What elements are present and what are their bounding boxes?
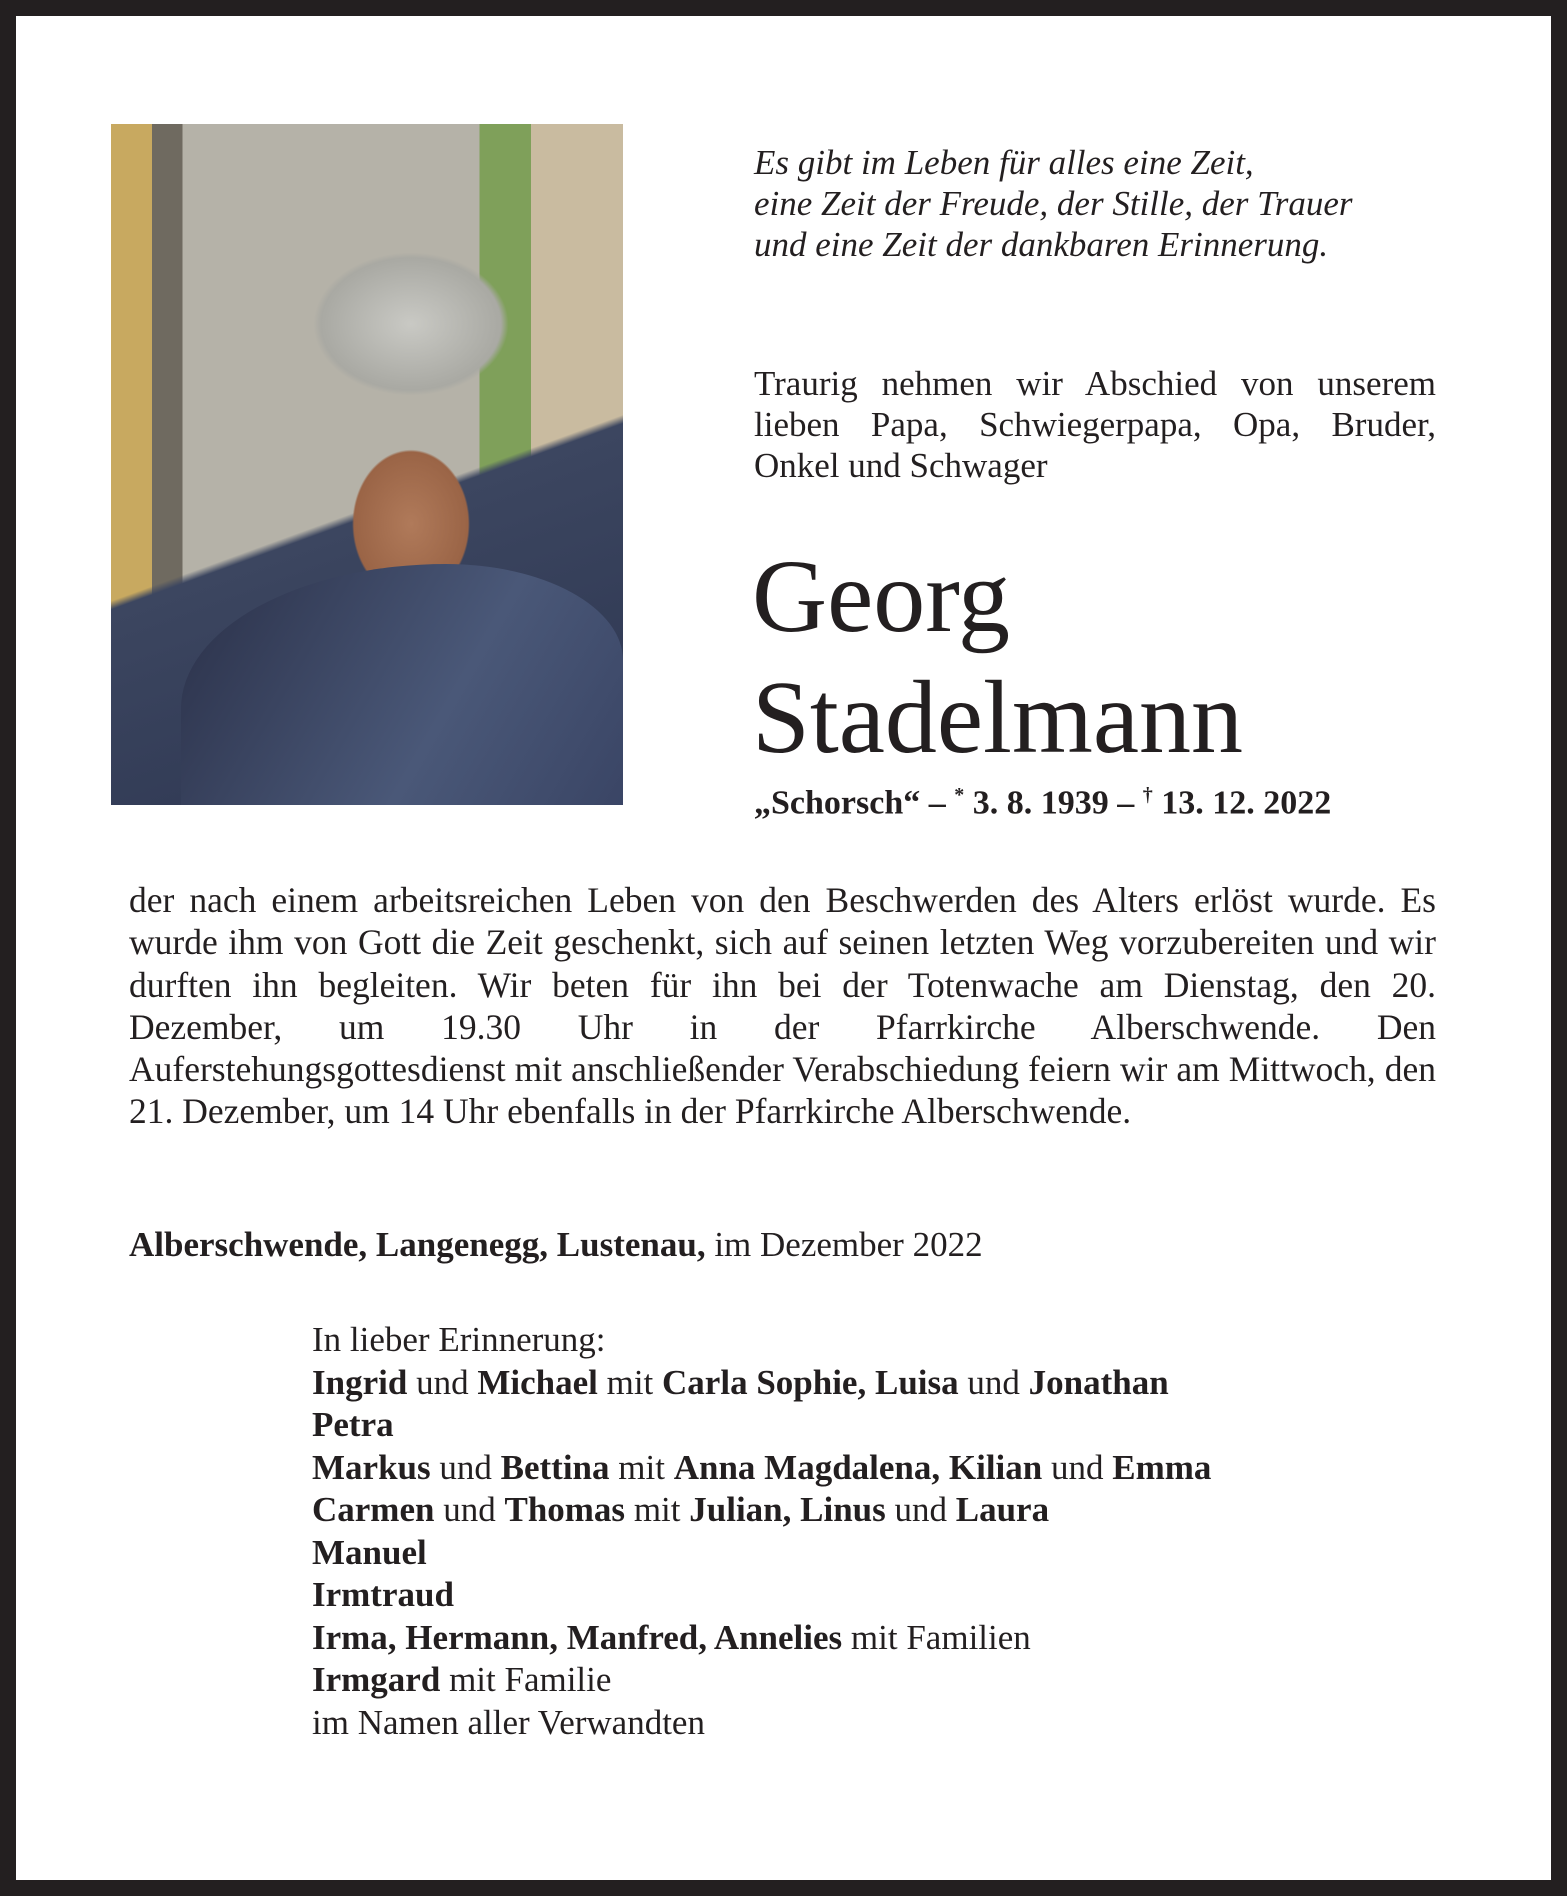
mourner-line <box>312 1574 1211 1617</box>
connector-text: mit <box>609 1447 674 1487</box>
quote-line: und eine Zeit der dankbaren Erinnerung. <box>754 225 1329 264</box>
funeral-details: der nach einem arbeitsreichen Leben von den Beschwerden des Alters erlöst wurde. Es wurde ihm von Gott die Zeit geschenkt, sich auf seinen letzten Weg vorzubereiten und wir durften ihn begleiten. Wir beten für ihn bei der Totenwache am Dienstag, den 20. Dezember, um 19.30 Uhr in der Pfarrkirche Alberschwende. Den Auferstehungsgottesdienst mit anschließender Verabschiedung feiern wir am Mittwoch, den 21. Dezember, um 14 Uhr ebenfalls in der Pfarrkirche Alberschwende. <box>129 880 1436 1132</box>
connector-text: und <box>885 1490 956 1529</box>
mourner-line <box>312 1659 1211 1702</box>
connector-text: und <box>1042 1447 1113 1487</box>
mourner-name: Irmtraud <box>312 1575 454 1614</box>
mourner-name: Petra <box>312 1405 394 1444</box>
connector-text: und <box>430 1447 501 1487</box>
places: Alberschwende, Langenegg, Lustenau, <box>129 1225 706 1264</box>
mourner-name: Ingrid <box>312 1362 408 1402</box>
intro-text: Traurig nehmen wir Abschied von unserem lieben Papa, Schwiegerpapa, Opa, Bruder, Onkel und Schwager <box>754 364 1436 485</box>
mourner-name: Jonathan <box>1028 1362 1169 1402</box>
quote-line: Es gibt im Leben für alles eine Zeit, <box>754 143 1254 182</box>
birth-symbol: * <box>954 784 965 806</box>
birth-date: 3. 8. 1939 <box>964 784 1109 822</box>
photo-shirt <box>181 564 623 805</box>
mourner-name: Markus <box>312 1447 431 1487</box>
mourner-name: Julian, Linus <box>689 1490 886 1529</box>
mourner-name: Manuel <box>312 1532 427 1572</box>
quote <box>754 142 1352 265</box>
connector-text: und <box>434 1490 505 1529</box>
mourner-name: Anna Magdalena, Kilian <box>673 1447 1043 1487</box>
mourner-line <box>312 1404 1211 1447</box>
connector-text: und <box>407 1362 478 1402</box>
mourner-name: Laura <box>955 1490 1050 1529</box>
mourner-name: Emma <box>1112 1447 1212 1487</box>
mourner-name: Thomas <box>504 1490 626 1529</box>
mourner-name: Michael <box>477 1362 598 1402</box>
mourner-line <box>312 1617 1211 1660</box>
death-symbol: † <box>1142 784 1153 806</box>
first-name: Georg <box>752 539 1011 654</box>
mourner-line <box>312 1362 1211 1405</box>
mourners-list <box>312 1362 1211 1745</box>
connector-text: im Namen aller Verwandten <box>312 1702 705 1742</box>
obituary-page <box>16 16 1551 1880</box>
life-dates <box>754 784 1331 822</box>
nickname: „Schorsch“ <box>754 784 921 822</box>
connector-text: mit <box>625 1490 690 1529</box>
mourners-heading: In lieber Erinnerung: <box>312 1320 606 1359</box>
connector-text: mit Familie <box>440 1660 612 1699</box>
place-date <box>129 1225 983 1265</box>
connector-text: mit Familien <box>842 1617 1031 1657</box>
mourner-name: Irmgard <box>312 1660 441 1699</box>
mourner-name: Irma, Hermann, Manfred, Annelies <box>312 1617 843 1657</box>
quote-line: eine Zeit der Freude, der Stille, der Trauer <box>754 184 1353 223</box>
mourner-name: Carmen <box>312 1490 435 1529</box>
portrait-photo <box>111 124 623 805</box>
mourner-line <box>312 1702 1211 1745</box>
separator: – <box>1108 784 1143 822</box>
separator: – <box>920 784 955 822</box>
connector-text: mit <box>597 1362 663 1402</box>
mourner-name: Bettina <box>500 1447 610 1487</box>
mourner-line <box>312 1532 1211 1575</box>
date: im Dezember 2022 <box>705 1225 983 1264</box>
mourner-name: Carla Sophie, Luisa <box>662 1362 959 1402</box>
deceased-name <box>752 536 1243 778</box>
mourner-line <box>312 1447 1211 1490</box>
death-date: 13. 12. 2022 <box>1152 784 1332 822</box>
mourner-line <box>312 1489 1211 1532</box>
mourners <box>312 1319 1211 1744</box>
last-name: Stadelmann <box>752 660 1244 775</box>
connector-text: und <box>958 1362 1029 1402</box>
